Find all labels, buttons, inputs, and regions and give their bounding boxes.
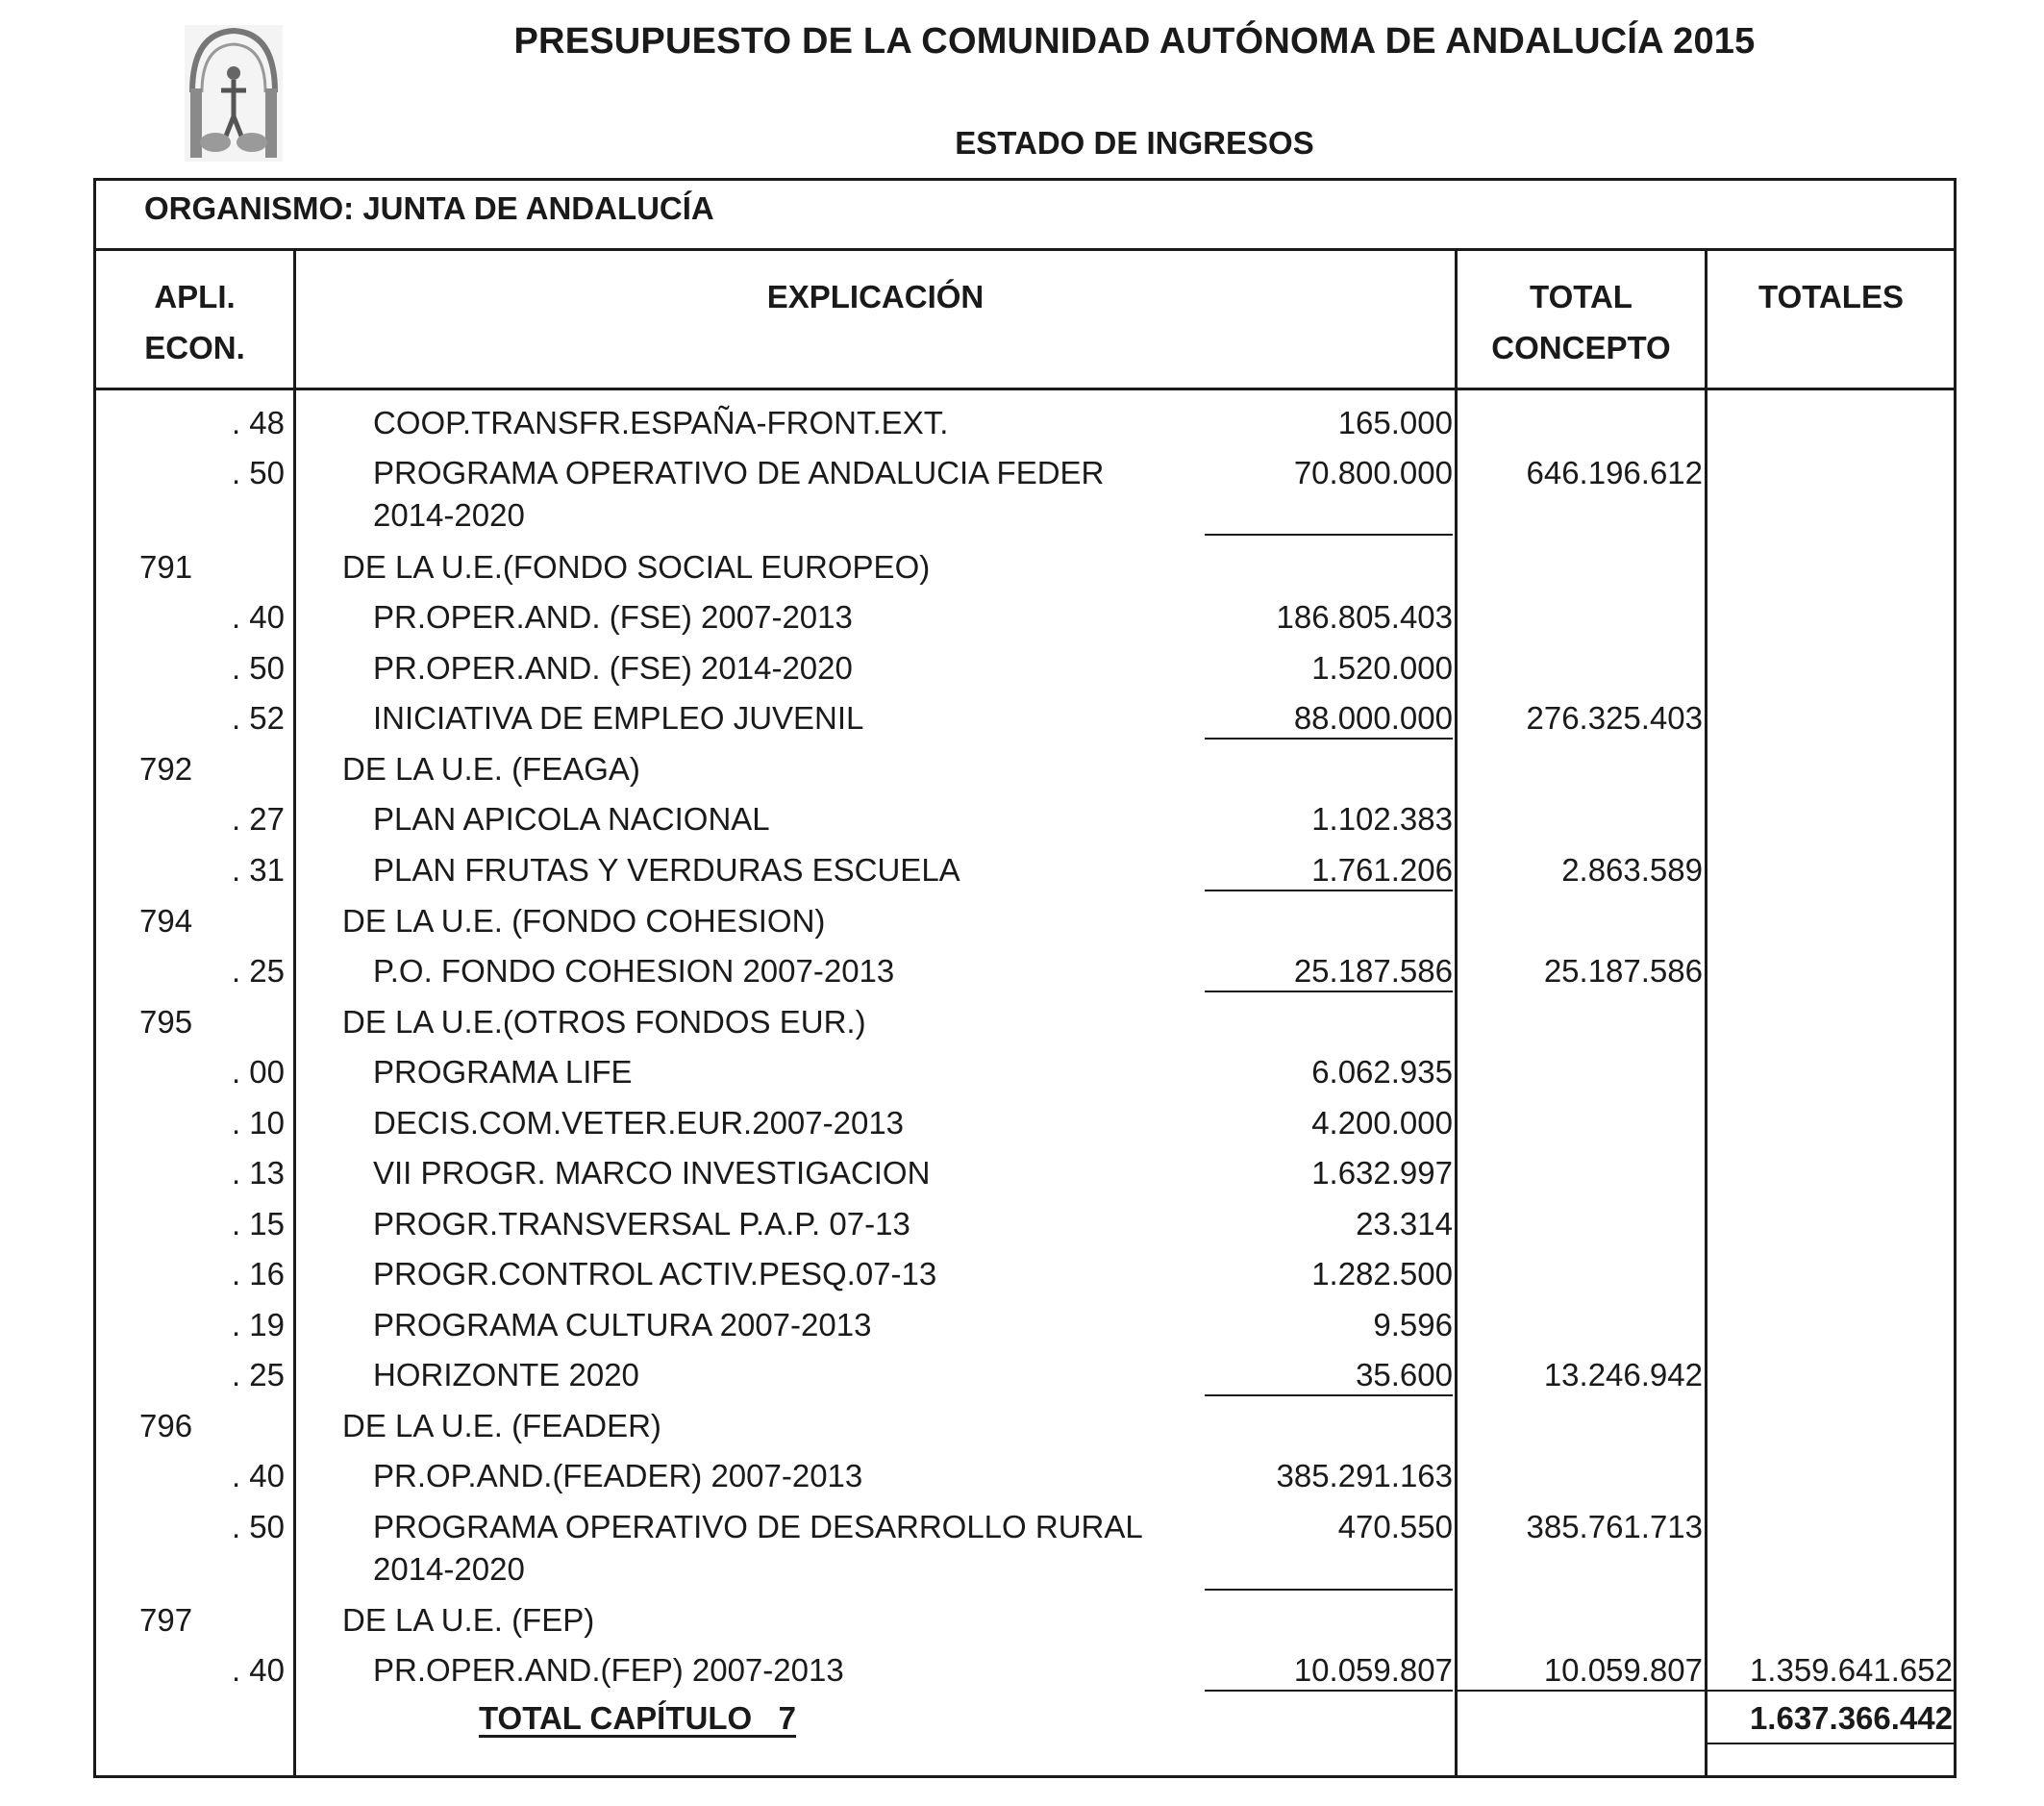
subtotal-rule — [1205, 1394, 1453, 1396]
column-header-total: TOTAL — [1530, 279, 1633, 314]
row-amount: 1.520.000 — [1311, 650, 1453, 686]
row-description: PROGRAMA OPERATIVO DE DESARROLLO RURAL 2014-2020 — [373, 1509, 1142, 1587]
row-description: COOP.TRANSFR.ESPAÑA-FRONT.EXT. — [373, 405, 949, 440]
row-code: . 50 — [231, 455, 285, 490]
column-header-explicacion: EXPLICACIÓN — [766, 279, 985, 314]
row-code: 797 — [139, 1602, 193, 1638]
row-description: INICIATIVA DE EMPLEO JUVENIL — [373, 700, 864, 736]
row-amount: 1.102.383 — [1311, 801, 1453, 837]
row-code: . 40 — [231, 599, 285, 635]
row-description: PROGRAMA OPERATIVO DE ANDALUCIA FEDER 2014-2020 — [373, 455, 1105, 533]
row-amount: 88.000.000 — [1293, 700, 1453, 736]
column-divider-2 — [1455, 248, 1458, 1777]
row-description: DE LA U.E. (FEAGA) — [342, 751, 640, 787]
row-amount: 35.600 — [1356, 1357, 1453, 1392]
row-code: . 52 — [231, 700, 285, 736]
row-description: DE LA U.E.(FONDO SOCIAL EUROPEO) — [342, 549, 931, 585]
row-code: . 48 — [231, 405, 285, 440]
subtotal-rule — [1205, 991, 1453, 992]
row-code: 795 — [139, 1004, 193, 1040]
row-description: P.O. FONDO COHESION 2007-2013 — [373, 953, 895, 989]
row-code: . 25 — [231, 953, 285, 989]
row-description: PROGR.CONTROL ACTIV.PESQ.07-13 — [373, 1256, 937, 1292]
row-code: . 13 — [231, 1155, 285, 1191]
subtotal-rule — [1205, 534, 1453, 536]
row-code: 792 — [139, 751, 193, 787]
row-code: . 25 — [231, 1357, 285, 1392]
row-code: . 50 — [231, 1509, 285, 1544]
row-description: PLAN APICOLA NACIONAL — [373, 801, 770, 837]
row-description: PR.OPER.AND.(FEP) 2007-2013 — [373, 1652, 844, 1688]
row-code: . 15 — [231, 1206, 285, 1242]
row-amount: 70.800.000 — [1293, 455, 1453, 490]
row-description: PR.OPER.AND. (FSE) 2007-2013 — [373, 599, 853, 635]
row-amount: 385.291.163 — [1276, 1458, 1453, 1493]
document-title: PRESUPUESTO DE LA COMUNIDAD AUTÓNOMA DE ANDALUCÍA 2015 — [513, 21, 1756, 62]
row-amount: 4.200.000 — [1311, 1105, 1453, 1141]
row-description: PROGR.TRANSVERSAL P.A.P. 07-13 — [373, 1206, 910, 1242]
row-description: PROGRAMA LIFE — [373, 1054, 633, 1090]
row-code: . 19 — [231, 1307, 285, 1342]
row-description: PR.OP.AND.(FEADER) 2007-2013 — [373, 1458, 863, 1493]
row-code: . 31 — [231, 852, 285, 888]
total-chapter-value: 1.637.366.442 — [1749, 1700, 1953, 1736]
row-totales: 1.359.641.652 — [1749, 1652, 1953, 1688]
row-description: DE LA U.E. (FEP) — [342, 1602, 595, 1638]
column-divider-3 — [1705, 248, 1707, 1777]
subtotal-rule — [1205, 1690, 1453, 1692]
row-concept-total: 646.196.612 — [1526, 455, 1703, 490]
row-description: PROGRAMA CULTURA 2007-2013 — [373, 1307, 872, 1342]
row-description: PLAN FRUTAS Y VERDURAS ESCUELA — [373, 852, 960, 888]
row-description: DE LA U.E. (FEADER) — [342, 1408, 661, 1443]
row-code: . 27 — [231, 801, 285, 837]
column-header-total-concepto — [1458, 271, 1705, 373]
row-concept-total: 10.059.807 — [1543, 1652, 1703, 1688]
column-header-apli-line1: APLI. — [154, 279, 236, 314]
row-concept-total: 2.863.589 — [1561, 852, 1703, 888]
row-description: PR.OPER.AND. (FSE) 2014-2020 — [373, 650, 853, 686]
row-code: . 40 — [231, 1652, 285, 1688]
organismo-label: ORGANISMO: JUNTA DE ANDALUCÍA — [144, 190, 714, 226]
row-amount: 470.550 — [1337, 1509, 1453, 1544]
column-header-apli-line2: ECON. — [144, 330, 245, 365]
column-header-concepto: CONCEPTO — [1491, 330, 1671, 365]
column-header-apli — [96, 271, 293, 373]
row-amount: 1.282.500 — [1311, 1256, 1453, 1292]
row-amount: 1.761.206 — [1311, 852, 1453, 888]
row-code: 796 — [139, 1408, 193, 1443]
row-concept-total: 385.761.713 — [1526, 1509, 1703, 1544]
row-code: . 00 — [231, 1054, 285, 1090]
row-amount: 165.000 — [1337, 405, 1453, 440]
row-amount: 25.187.586 — [1293, 953, 1453, 989]
row-amount: 6.062.935 — [1311, 1054, 1453, 1090]
row-description: DE LA U.E. (FONDO COHESION) — [342, 903, 826, 939]
column-header-totales: TOTALES — [1758, 279, 1904, 314]
document-subtitle: ESTADO DE INGRESOS — [955, 125, 1314, 161]
header-top-rule — [93, 248, 1957, 251]
row-amount: 1.632.997 — [1311, 1155, 1453, 1191]
row-description: VII PROGR. MARCO INVESTIGACION — [373, 1155, 931, 1191]
subtotal-rule — [1205, 890, 1453, 891]
subtotal-rule — [1205, 738, 1453, 740]
row-amount: 186.805.403 — [1276, 599, 1453, 635]
subtotal-rule — [1205, 1589, 1453, 1591]
row-code: 791 — [139, 549, 193, 585]
row-concept-total: 25.187.586 — [1543, 953, 1703, 989]
row-code: . 10 — [231, 1105, 285, 1141]
row-amount: 10.059.807 — [1293, 1652, 1453, 1688]
andalucia-emblem-logo — [185, 25, 283, 162]
row-concept-total: 276.325.403 — [1526, 700, 1703, 736]
row-description: HORIZONTE 2020 — [373, 1357, 639, 1392]
concept-subtotal-rule — [1457, 1690, 1705, 1692]
column-divider-1 — [293, 248, 296, 1777]
header-bottom-rule — [93, 388, 1957, 390]
row-amount: 9.596 — [1373, 1307, 1453, 1342]
row-code: . 16 — [231, 1256, 285, 1292]
row-code: . 50 — [231, 650, 285, 686]
row-concept-total: 13.246.942 — [1543, 1357, 1703, 1392]
totales-subtotal-rule — [1707, 1690, 1955, 1692]
row-code: 794 — [139, 903, 193, 939]
total-chapter-label: TOTAL CAPÍTULO 7 — [479, 1700, 797, 1736]
row-code: . 40 — [231, 1458, 285, 1493]
row-description: DE LA U.E.(OTROS FONDOS EUR.) — [342, 1004, 866, 1040]
grand-total-rule — [1707, 1743, 1955, 1744]
row-description: DECIS.COM.VETER.EUR.2007-2013 — [373, 1105, 905, 1141]
row-amount: 23.314 — [1356, 1206, 1453, 1242]
